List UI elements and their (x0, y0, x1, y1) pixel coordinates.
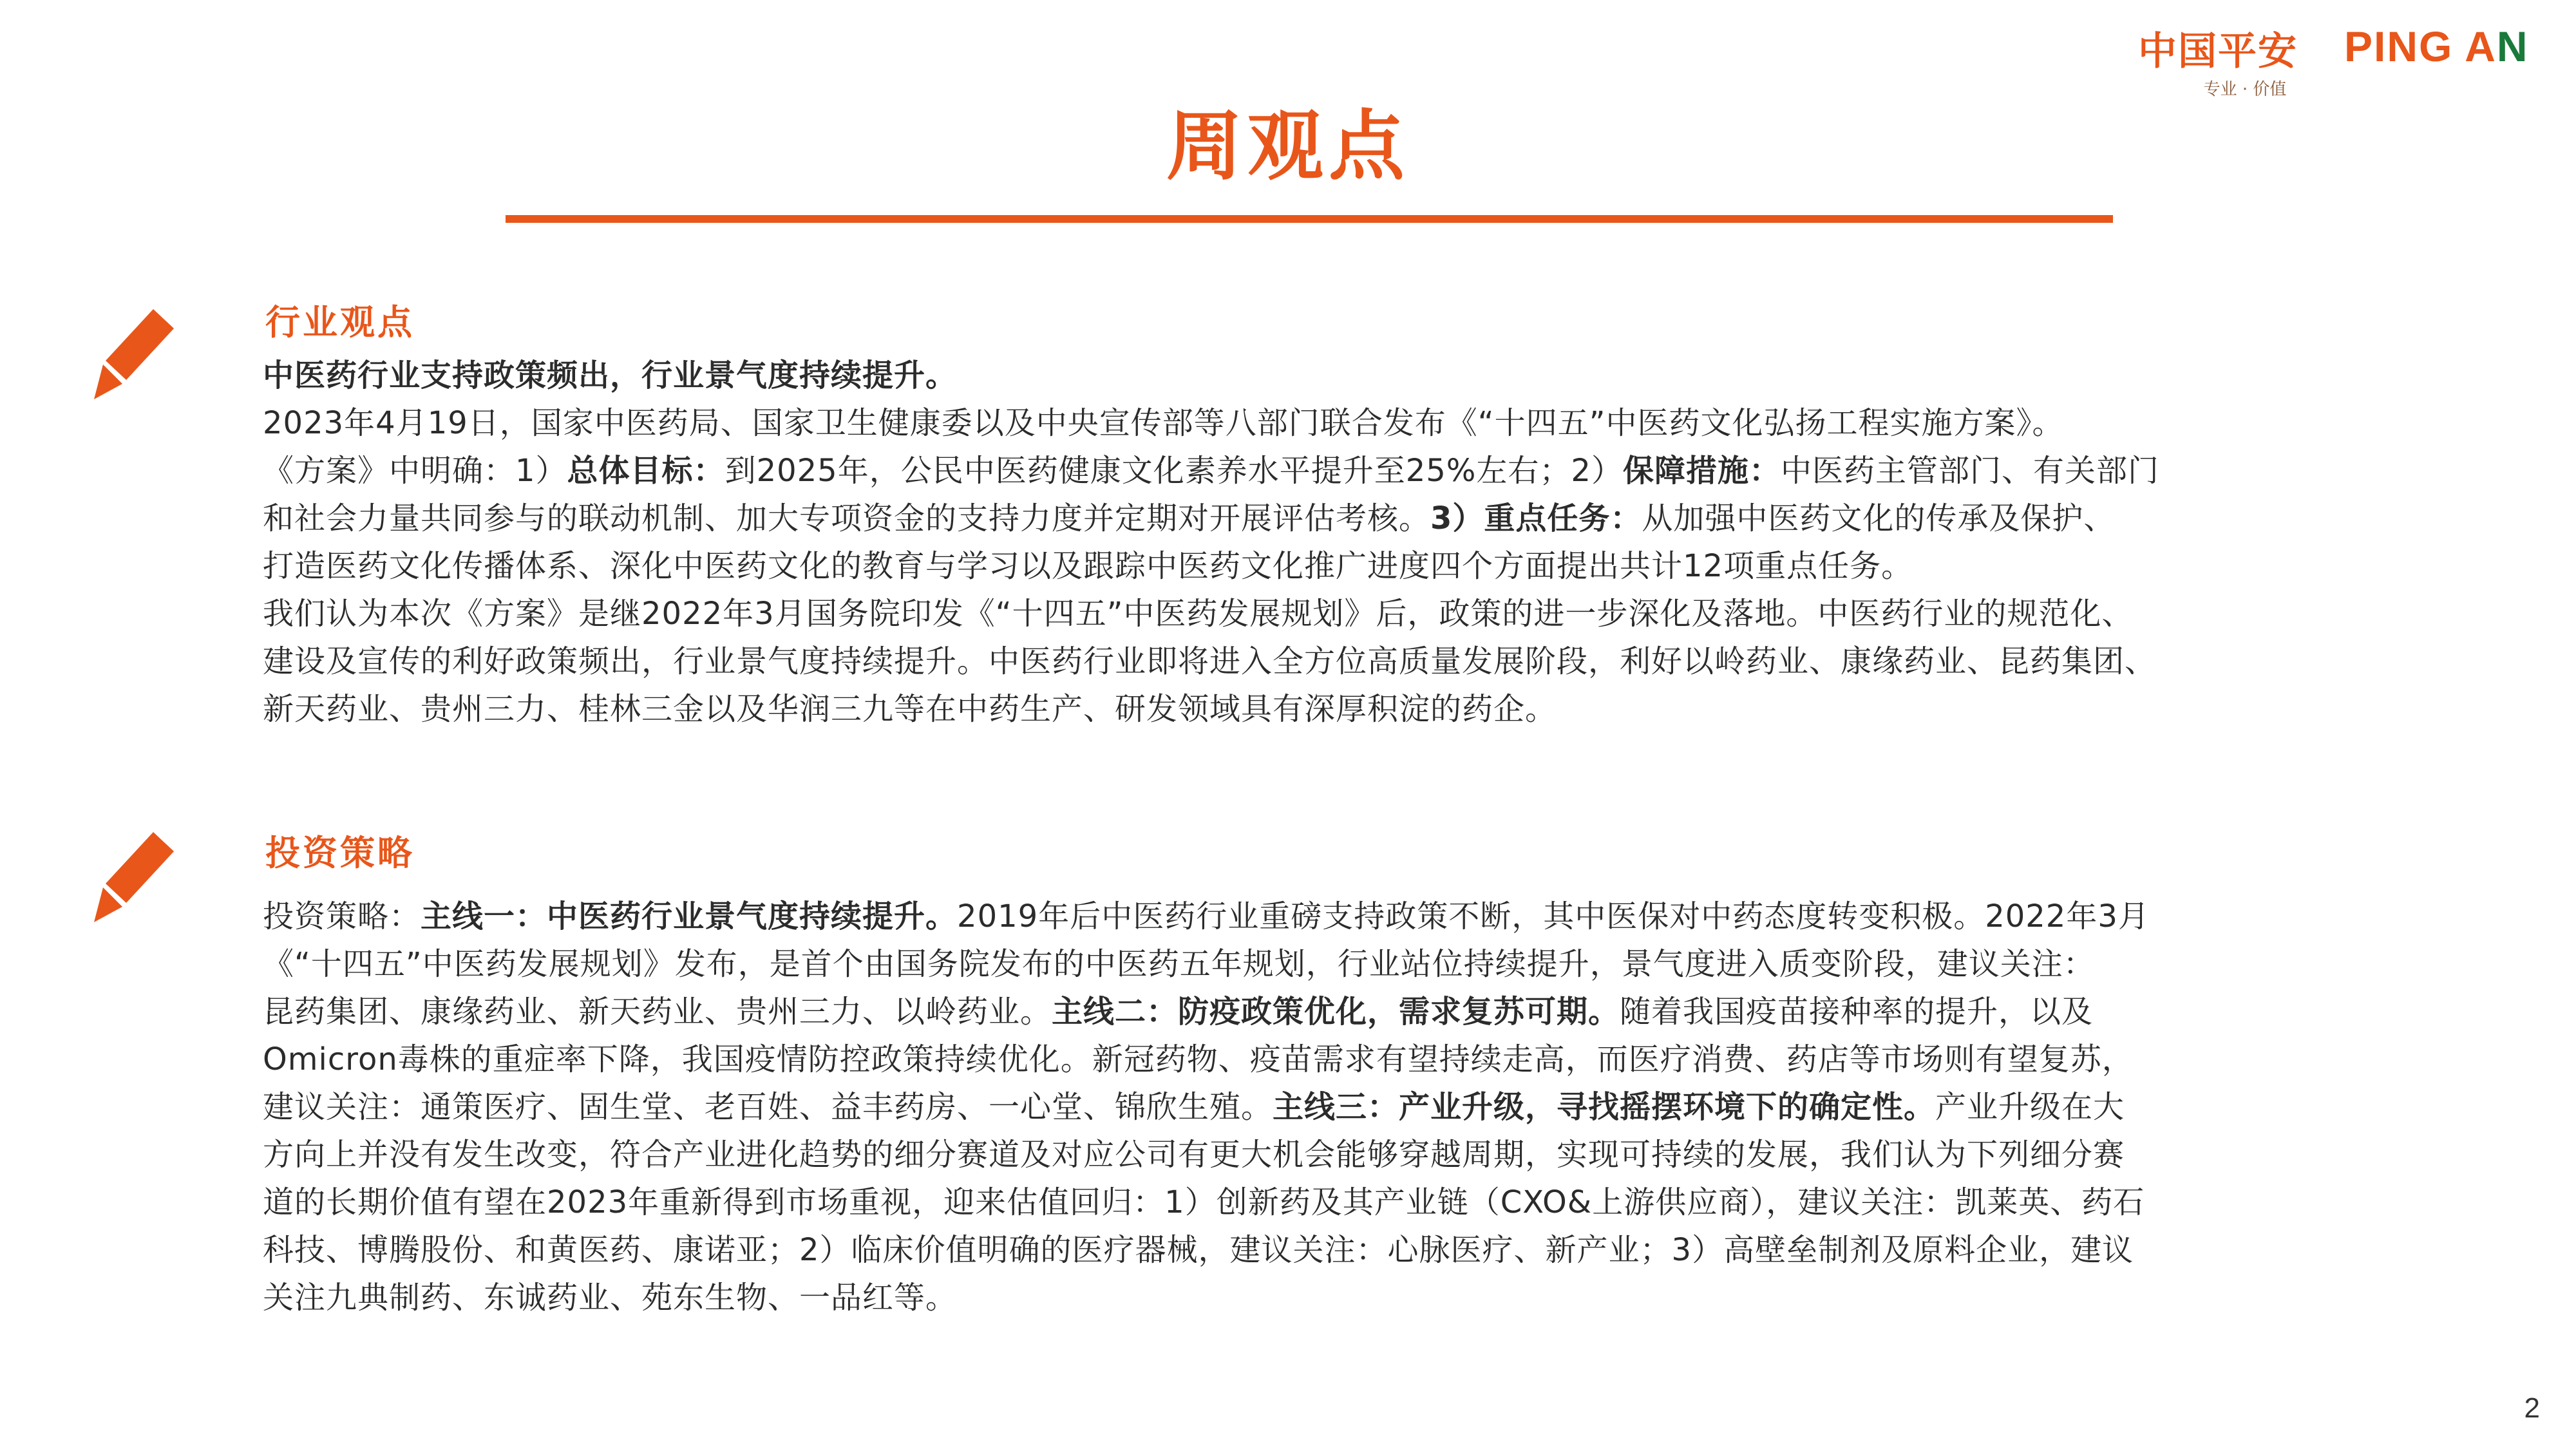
paragraph-line: Omicron毒株的重症率下降，我国疫情防控政策持续优化。新冠药物、疫苗需求有望持续走高，而医疗消费、药店等市场则有望复苏， (263, 1041, 2134, 1077)
paragraph-line: 《方案》中明确：1）总体目标：到2025年，公民中医药健康文化素养水平提升至25%左右；2）保障措施：中医药主管部门、有关部门 (263, 453, 2159, 489)
paragraph-line: 科技、博腾股份、和黄医药、康诺亚；2）临床价值明确的医疗器械，建议关注：心脉医疗、新产业；3）高壁垒制剂及原料企业，建议 (263, 1232, 2134, 1268)
paragraph-line: 道的长期价值有望在2023年重新得到市场重视，迎来估值回归：1）创新药及其产业链（CXO&上游供应商），建议关注：凯莱英、药石 (263, 1184, 2145, 1220)
logo-chinese-text: 中国平安 (2138, 29, 2298, 74)
paragraph-line: 2023年4月19日，国家中医药局、国家卫生健康委以及中央宣传部等八部门联合发布《“十四五”中医药文化弘扬工程实施方案》。 (263, 405, 2064, 441)
title-underline (506, 215, 2113, 223)
paragraph-line: 新天药业、贵州三力、桂林三金以及华润三九等在中药生产、研发领域具有深厚积淀的药企。 (263, 691, 1557, 727)
paragraph-line: 昆药集团、康缘药业、新天药业、贵州三力、以岭药业。主线二：防疫政策优化，需求复苏可期。随着我国疫苗接种率的提升，以及 (263, 994, 2094, 1030)
section-heading-strategy: 投资策略 (265, 833, 415, 873)
industry-summary: 中医药行业支持政策频出，行业景气度持续提升。 (263, 357, 958, 393)
investment-strategy-text (263, 893, 2517, 1321)
paragraph-line: 方向上并没有发生改变，符合产业进化趋势的细分赛道及对应公司有更大机会能够穿越周期，实现可持续的发展，我们认为下列细分赛 (263, 1137, 2125, 1173)
industry-view-text (263, 352, 2517, 733)
paragraph-line: 建设及宣传的利好政策频出，行业景气度持续提升。中医药行业即将进入全方位高质量发展阶段，利好以岭药业、康缘药业、昆药集团、 (263, 643, 2157, 679)
page-title: 周观点 (1166, 101, 1410, 191)
paragraph-line: 关注九典制药、东诚药业、苑东生物、一品红等。 (263, 1280, 958, 1316)
pencil-icon (89, 826, 179, 929)
paragraph-line: 《“十四五”中医药发展规划》发布，是首个由国务院发布的中医药五年规划，行业站位持续提升，景气度进入质变阶段，建议关注： (263, 946, 2095, 982)
ping-an-logo (2138, 21, 2550, 98)
paragraph-line: 建议关注：通策医疗、固生堂、老百姓、益丰药房、一心堂、锦欣生殖。主线三：产业升级，寻找摇摆环境下的确定性。产业升级在大 (263, 1089, 2125, 1125)
page-number: 2 (2524, 1392, 2540, 1424)
paragraph-line: 投资策略：主线一：中医药行业景气度持续提升。2019年后中医药行业重磅支持政策不断，其中医保对中药态度转变积极。2022年3月 (263, 898, 2150, 934)
section-heading-industry: 行业观点 (265, 302, 415, 343)
logo-tagline: 专业 · 价值 (2203, 80, 2287, 99)
pencil-icon (89, 303, 179, 406)
paragraph-line: 我们认为本次《方案》是继2022年3月国务院印发《“十四五”中医药发展规划》后，政策的进一步深化及落地。中医药行业的规范化、 (263, 596, 2134, 632)
paragraph-line: 打造医药文化传播体系、深化中医药文化的教育与学习以及跟踪中医药文化推广进度四个方面提出共计12项重点任务。 (263, 548, 1913, 584)
paragraph-line: 和社会力量共同参与的联动机制、加大专项资金的支持力度并定期对开展评估考核。3）重点任务：从加强中医药文化的传承及保护、 (263, 500, 2116, 536)
logo-english-text: PING AN (2344, 23, 2529, 70)
